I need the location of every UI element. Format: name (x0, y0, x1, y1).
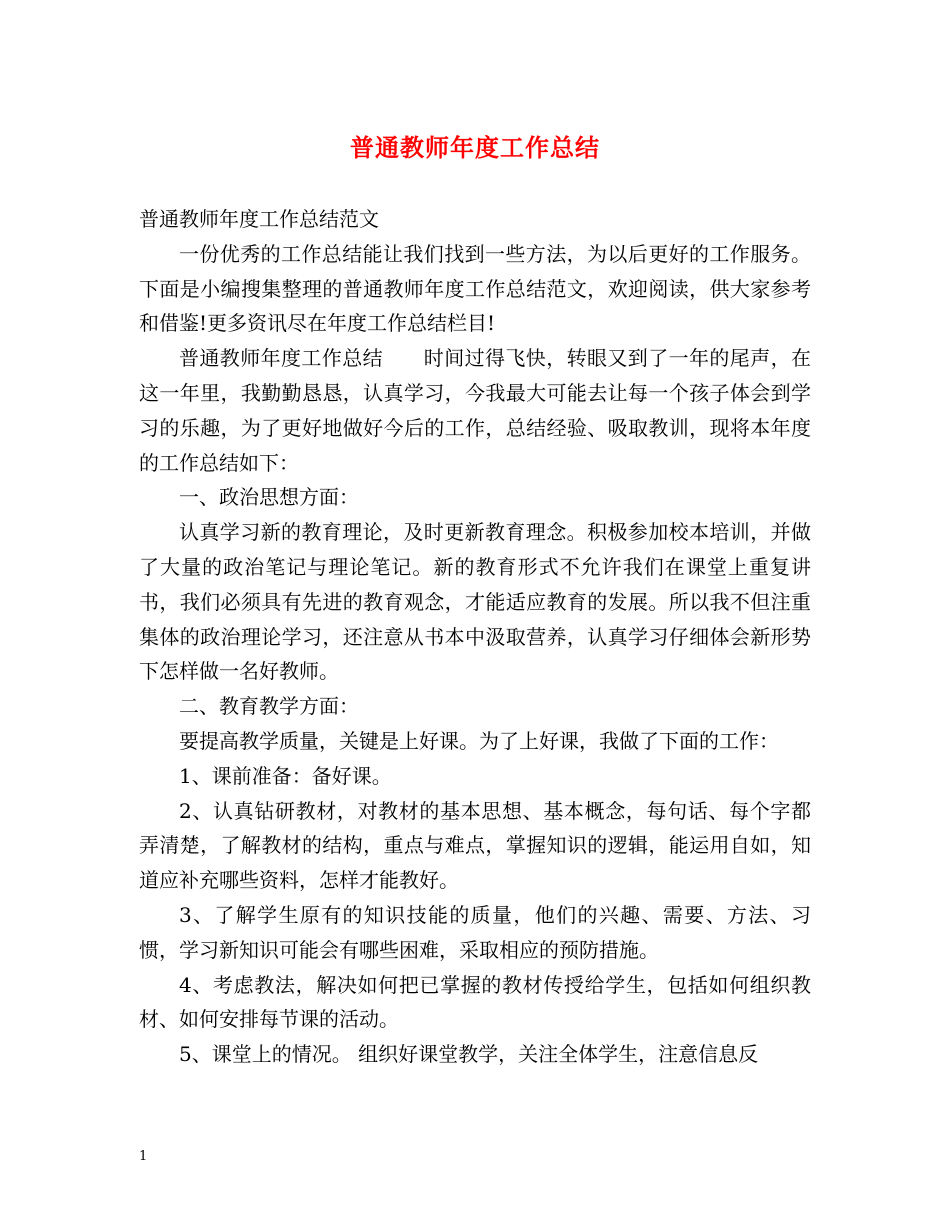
document-body (139, 202, 811, 1072)
list-item-2: 2、认真钻研教材，对教材的基本思想、基本概念，每句话、每个字都弄清楚，了解教材的结构，重点与难点，掌握知识的逻辑，能运用自如，知道应补充哪些资料，怎样才能教好。 (139, 798, 811, 893)
paragraph-teaching-intro: 要提高教学质量，关键是上好课。为了上好课，我做了下面的工作： (179, 728, 779, 753)
document-subtitle: 普通教师年度工作总结范文 (139, 207, 379, 231)
section-heading-politics: 一、政治思想方面： (179, 485, 359, 510)
document-title: 普通教师年度工作总结 (350, 133, 600, 162)
list-item-5: 5、课堂上的情况。 组织好课堂教学，关注全体学生，注意信息反 (179, 1042, 759, 1067)
page-number: 1 (139, 1149, 148, 1164)
paragraph-summary-opening: 普通教师年度工作总结 时间过得飞快，转眼又到了一年的尾声，在这一年里，我勤勤恳恳，认真学习，今我最大可能去让每一个孩子体会到学习的乐趣，为了更好地做好今后的工作，总结经验、吸取教训，现将本年度的工作总结如下： (139, 346, 811, 475)
paragraph-intro: 一份优秀的工作总结能让我们找到一些方法，为以后更好的工作服务。下面是小编搜集整理的普通教师年度工作总结范文，欢迎阅读，供大家参考和借鉴!更多资讯尽在年度工作总结栏目! (139, 241, 811, 336)
paragraph-politics: 认真学习新的教育理论，及时更新教育理念。积极参加校本培训，并做了大量的政治笔记与理论笔记。新的教育形式不允许我们在课堂上重复讲书，我们必须具有先进的教育观念，才能适应教育的发展。所以我不但注重集体的政治理论学习，还注意从书本中汲取营养，认真学习仔细体会新形势下怎样做一名好教师。 (139, 520, 811, 684)
list-item-4: 4、考虑教法，解决如何把已掌握的教材传授给学生，包括如何组织教材、如何安排每节课的活动。 (139, 972, 811, 1032)
list-item-3: 3、了解学生原有的知识技能的质量，他们的兴趣、需要、方法、习惯，学习新知识可能会有哪些困难，采取相应的预防措施。 (139, 902, 811, 962)
list-item-1: 1、课前准备：备好课。 (179, 763, 392, 788)
section-heading-teaching: 二、教育教学方面： (179, 694, 359, 719)
